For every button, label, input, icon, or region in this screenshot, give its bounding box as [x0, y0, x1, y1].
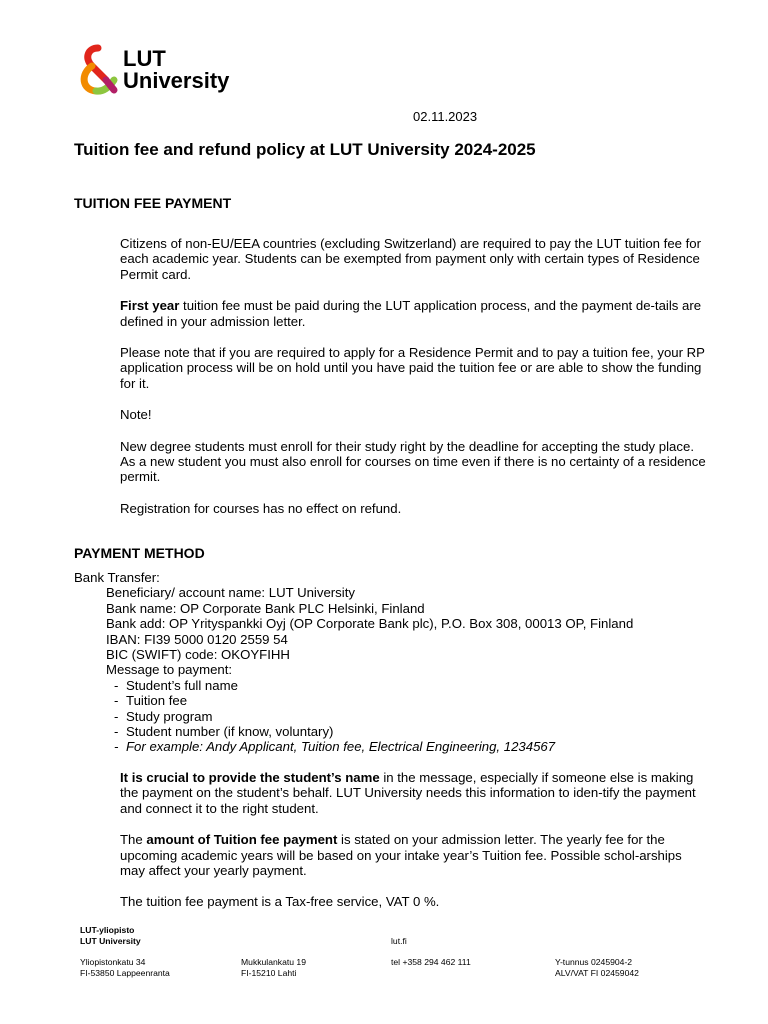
paragraph-registration: Registration for courses has no effect on refund.	[120, 500, 402, 516]
bank-name: Bank name: OP Corporate Bank PLC Helsinki, Finland	[106, 600, 425, 616]
tuition-fee-body	[120, 236, 710, 516]
footer-address-line: FI-15210 Lahti	[241, 968, 297, 978]
paragraph-note: Note!	[120, 407, 152, 423]
crucial-rest: in the message, especially if someone else is making the payment on the student’s behalf. LUT University needs this information to iden-tify the payment and connect it to the right student.	[120, 770, 696, 816]
footer-web: lut.fi	[391, 936, 407, 946]
paragraph-first-year	[120, 298, 710, 329]
beneficiary: Beneficiary/ account name: LUT University	[106, 585, 355, 601]
footer-address-line: Yliopistonkatu 34	[80, 957, 146, 967]
document-date: 02.11.2023	[413, 109, 478, 124]
bank-transfer-label: Bank Transfer:	[74, 570, 160, 585]
message-example: - For example: Andy Applicant, Tuition fee, Electrical Engineering, 1234567	[114, 739, 633, 754]
paragraph-citizens: Citizens of non-EU/EEA countries (excluding Switzerland) are required to pay the LUT tuition fee for each academic year. Students can be exempted from payment only with certain types of Residence Permit card.	[120, 236, 702, 282]
footer-org	[80, 925, 141, 947]
paragraph-amount	[120, 832, 710, 878]
crucial-bold: It is crucial to provide the student’s name	[120, 770, 380, 785]
footer-ytunnus: Y-tunnus 0245904-2	[555, 957, 633, 967]
ampersand-logo-icon	[76, 44, 120, 98]
message-items-list	[74, 678, 633, 755]
list-item: - Student’s full name	[114, 678, 633, 693]
list-item: - Student number (if know, voluntary)	[114, 724, 633, 739]
logo-line-1: LUT	[123, 46, 166, 71]
first-year-bold: First year	[120, 298, 180, 314]
footer-org-en: LUT University	[80, 936, 141, 946]
footer-address-lahti	[241, 957, 306, 979]
lut-logo	[76, 44, 236, 98]
message-label: Message to payment:	[106, 662, 233, 678]
paragraph-enroll: New degree students must enroll for their study right by the deadline for accepting the study place. As a new student you must also enroll for courses on time even if there is no certainty of a residence permit.	[120, 438, 706, 485]
first-year-rest: tuition fee must be paid during the LUT application process, and the payment de-tails are defined in your admission letter.	[120, 298, 702, 329]
logo-wordmark	[123, 48, 229, 92]
paragraph-residence-permit: Please note that if you are required to apply for a Residence Permit and to pay a tuition fee, your RP application process will be on hold until you have paid the tuition fee or are able to show the funding for it.	[120, 345, 705, 391]
footer-address-lappeenranta	[80, 957, 170, 979]
bank-address: Bank add: OP Yrityspankki Oyj (OP Corporate Bank plc), P.O. Box 308, 00013 OP, Finland	[106, 616, 634, 632]
footer-address-line: FI-53850 Lappeenranta	[80, 968, 170, 978]
amount-rest: is stated on your admission letter. The yearly fee for the upcoming academic years will be based on your intake year’s Tuition fee. Possible schol-arships may affect your yearly payment.	[120, 832, 682, 879]
bic-code: BIC (SWIFT) code: OKOYFIHH	[106, 647, 290, 663]
footer-vat: ALV/VAT FI 02459042	[555, 968, 639, 978]
footer-address-line: Mukkulankatu 19	[241, 957, 306, 967]
logo-line-2: University	[123, 68, 230, 93]
list-item: - Tuition fee	[114, 693, 633, 708]
section-heading-payment-method: PAYMENT METHOD	[74, 545, 205, 561]
iban: IBAN: FI39 5000 0120 2559 54	[106, 631, 288, 647]
footer-org-fi: LUT-yliopisto	[80, 925, 135, 935]
paragraph-vat: The tuition fee payment is a Tax-free service, VAT 0 %.	[120, 894, 440, 910]
footer-tax-ids	[555, 957, 639, 979]
document-title: Tuition fee and refund policy at LUT University 2024-2025	[74, 140, 536, 159]
section-heading-tuition-fee-payment: TUITION FEE PAYMENT	[74, 195, 232, 211]
paragraph-crucial	[120, 770, 710, 816]
list-item: - Study program	[114, 709, 633, 724]
amount-pre: The	[120, 832, 147, 848]
amount-bold: amount of Tuition fee payment	[146, 832, 338, 848]
bank-transfer-details	[74, 570, 633, 755]
footer-tel: tel +358 294 462 111	[391, 957, 471, 967]
payment-notes	[120, 770, 710, 910]
